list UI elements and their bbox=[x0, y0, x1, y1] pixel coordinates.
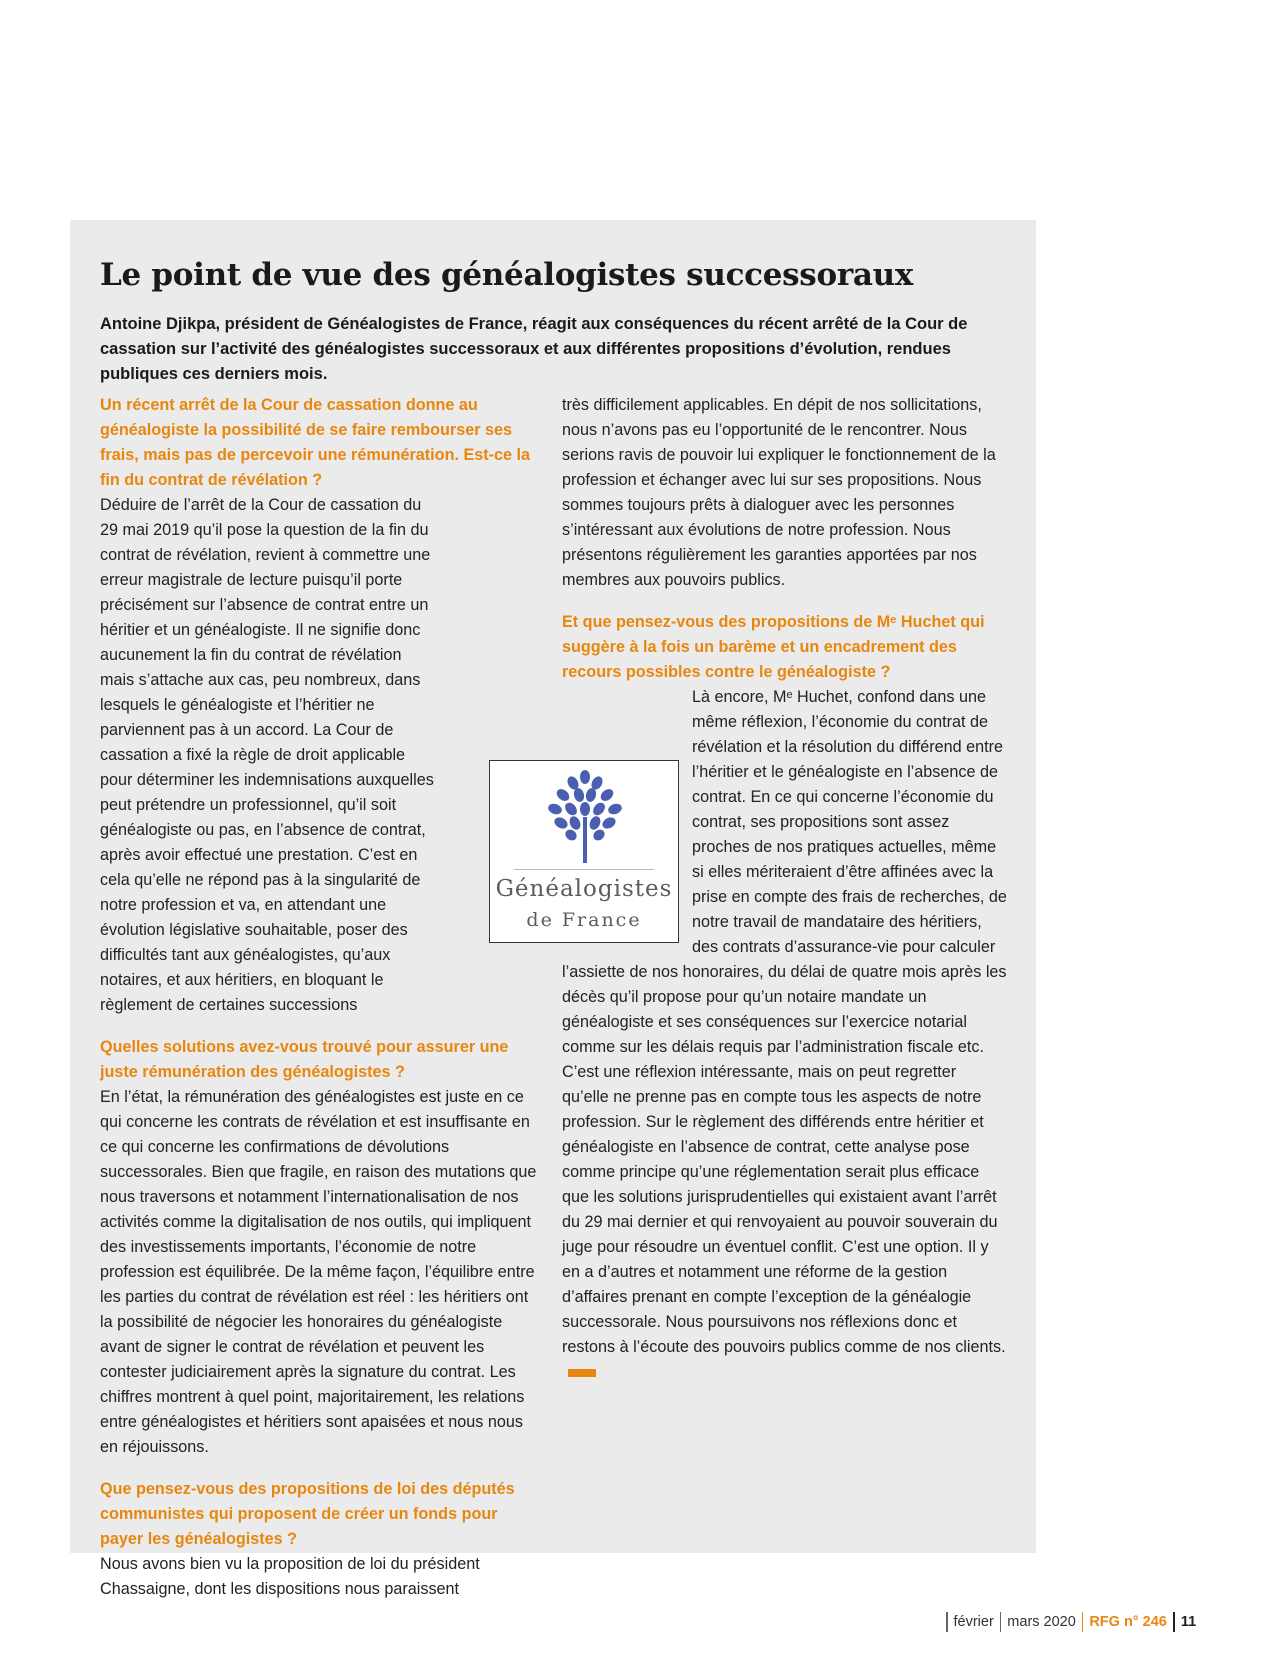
footer-divider bbox=[946, 1612, 948, 1632]
footer-divider bbox=[1173, 1612, 1175, 1632]
logo-text-line-2: de France bbox=[526, 909, 642, 931]
answer-1-block bbox=[100, 493, 545, 1018]
tree-icon bbox=[545, 769, 625, 864]
footer-month-1: février bbox=[953, 1614, 994, 1630]
genealogistes-de-france-logo bbox=[489, 760, 679, 943]
page-footer bbox=[940, 1612, 1196, 1632]
footer-divider bbox=[1000, 1612, 1002, 1632]
answer-3-part-2: très difficilement applicables. En dépit de nos sollicitations, nous n’avons pas eu l’opportunité de le rencontrer. Nous serions ravis de pouvoir lui expliquer le fonctionnement de la profession et échanger avec lui sur ses propositions. Nous sommes toujours prêts à dialoguer avec les personnes s’intéressant aux évolutions de notre profession. Nous présentons régulièrement les garanties apportées par nos membres aux pouvoirs publics. bbox=[562, 396, 996, 589]
column-left bbox=[100, 393, 545, 1602]
question-4: Et que pensez-vous des propositions de Mᵉ Huchet qui suggère à la fois un barème et un encadrement des recours possibles contre le généalogiste ? bbox=[562, 613, 985, 681]
footer-divider bbox=[1082, 1612, 1084, 1632]
answer-4-text: Là encore, Mᵉ Huchet, confond dans une même réflexion, l’économie du contrat de révélation et la résolution du différend entre l’héritier et le généalogiste en l’absence de contrat. En ce qui concerne l’économie du contrat, ses propositions sont assez proches de nos pratiques actuelles, même si elles mériteraient d’être affinées avec la prise en compte des frais de recherches, de notre travail de mandataire des héritiers, des contrats d’assurance-vie pour calculer l’assiette de nos honoraires, du délai de quatre mois après les décès qu’il propose pour qu’un notaire mandate un généalogiste et ses conséquences sur l’exercice notarial comme sur les délais requis par l’administration fiscale etc. C’est une réflexion intéressante, mais on peut regretter qu’elle ne prenne pas en compte tous les aspects de notre profession. Sur le règlement des différends entre héritier et généalogiste en l’absence de contrat, cette analyse pose comme principe qu’une réglementation serait plus efficace que les solutions jurisprudentielles qui existaient avant l’arrêt du 29 mai dernier et qui renvoyaient au pouvoir souverain du juge pour résoudre un éventuel conflit. C’est une option. Il y en a d’autres et notamment une réforme de la gestion d’affaires prenant en compte l’exception de la généalogie successorale. Nous poursuivons nos réflexions donc et restons à l’écoute des pouvoirs publics comme de nos clients. bbox=[562, 688, 1007, 1356]
question-2: Quelles solutions avez-vous trouvé pour assurer une juste rémunération des généalogistes ? bbox=[100, 1038, 509, 1081]
question-1: Un récent arrêt de la Cour de cassation donne au généalogiste la possibilité de se faire rembourser ses frais, mais pas de percevoir une rémunération. Est-ce la fin du contrat de révélation ? bbox=[100, 396, 531, 489]
footer-month-2: mars 2020 bbox=[1007, 1614, 1076, 1630]
article-title: Le point de vue des généalogistes successoraux bbox=[100, 257, 914, 293]
question-3: Que pensez-vous des propositions de loi des députés communistes qui proposent de créer un fonds pour payer les généalogistes ? bbox=[100, 1480, 515, 1548]
logo-divider bbox=[514, 869, 654, 870]
answer-3-part-1: Nous avons bien vu la proposition de loi du président Chassaigne, dont les dispositions nous paraissent bbox=[100, 1555, 480, 1598]
end-mark bbox=[568, 1369, 596, 1377]
logo-text-line-1: Généalogistes bbox=[495, 876, 673, 902]
answer-1: Déduire de l’arrêt de la Cour de cassation du 29 mai 2019 qu’il pose la question de la fin du contrat de révélation, revient à commettre une erreur magistrale de lecture puisqu’il porte précisément sur l’absence de contrat entre un héritier et un généalogiste. Il ne signifie donc aucunement la fin du contrat de révélation mais s’attache aux cas, peu nombreux, dans lesquels le généalogiste et l’héritier ne parviennent pas à un accord. La Cour de cassation a fixé la règle de droit applicable pour déterminer les indemnisations auxquelles peut prétendre un professionnel, qu’il soit généalogiste ou pas, en l’absence de contrat, après avoir effectué une prestation. C’est en cela qu’elle ne répond pas à la singularité de notre profession et va, en attendant une évolution législative souhaitable, poser des difficultés tant aux généalogistes, qu’aux notaires, et aux héritiers, en bloquant le règlement de certaines successions bbox=[100, 496, 434, 1014]
page-number: 11 bbox=[1180, 1614, 1197, 1630]
answer-2: En l’état, la rémunération des généalogistes est juste en ce qui concerne les contrats de révélation et est insuffisante en ce qui concerne les confirmations de dévolutions successorales. Bien que fragile, en raison des mutations que nous traversons et notamment l’internationalisation de nos activités comme la digitalisation de nos outils, qui impliquent des investissements importants, l’économie de notre profession est équilibrée. De la même façon, l’équilibre entre les parties du contrat de révélation est réel : les héritiers ont la possibilité de négocier les honoraires du généalogiste avant de signer le contrat de révélation et peuvent les contester judiciairement après la signature du contrat. Les chiffres montrent à quel point, majoritairement, les relations entre généalogistes et héritiers sont apaisées et nous nous en réjouissons. bbox=[100, 1088, 537, 1456]
article-lead: Antoine Djikpa, président de Généalogistes de France, réagit aux conséquences du récent arrêté de la Cour de cassation sur l’activité des généalogistes successoraux et aux différentes propositions d’évolution, rendues publiques ces derniers mois. bbox=[100, 315, 968, 383]
footer-magazine: RFG n° 246 bbox=[1089, 1614, 1167, 1630]
